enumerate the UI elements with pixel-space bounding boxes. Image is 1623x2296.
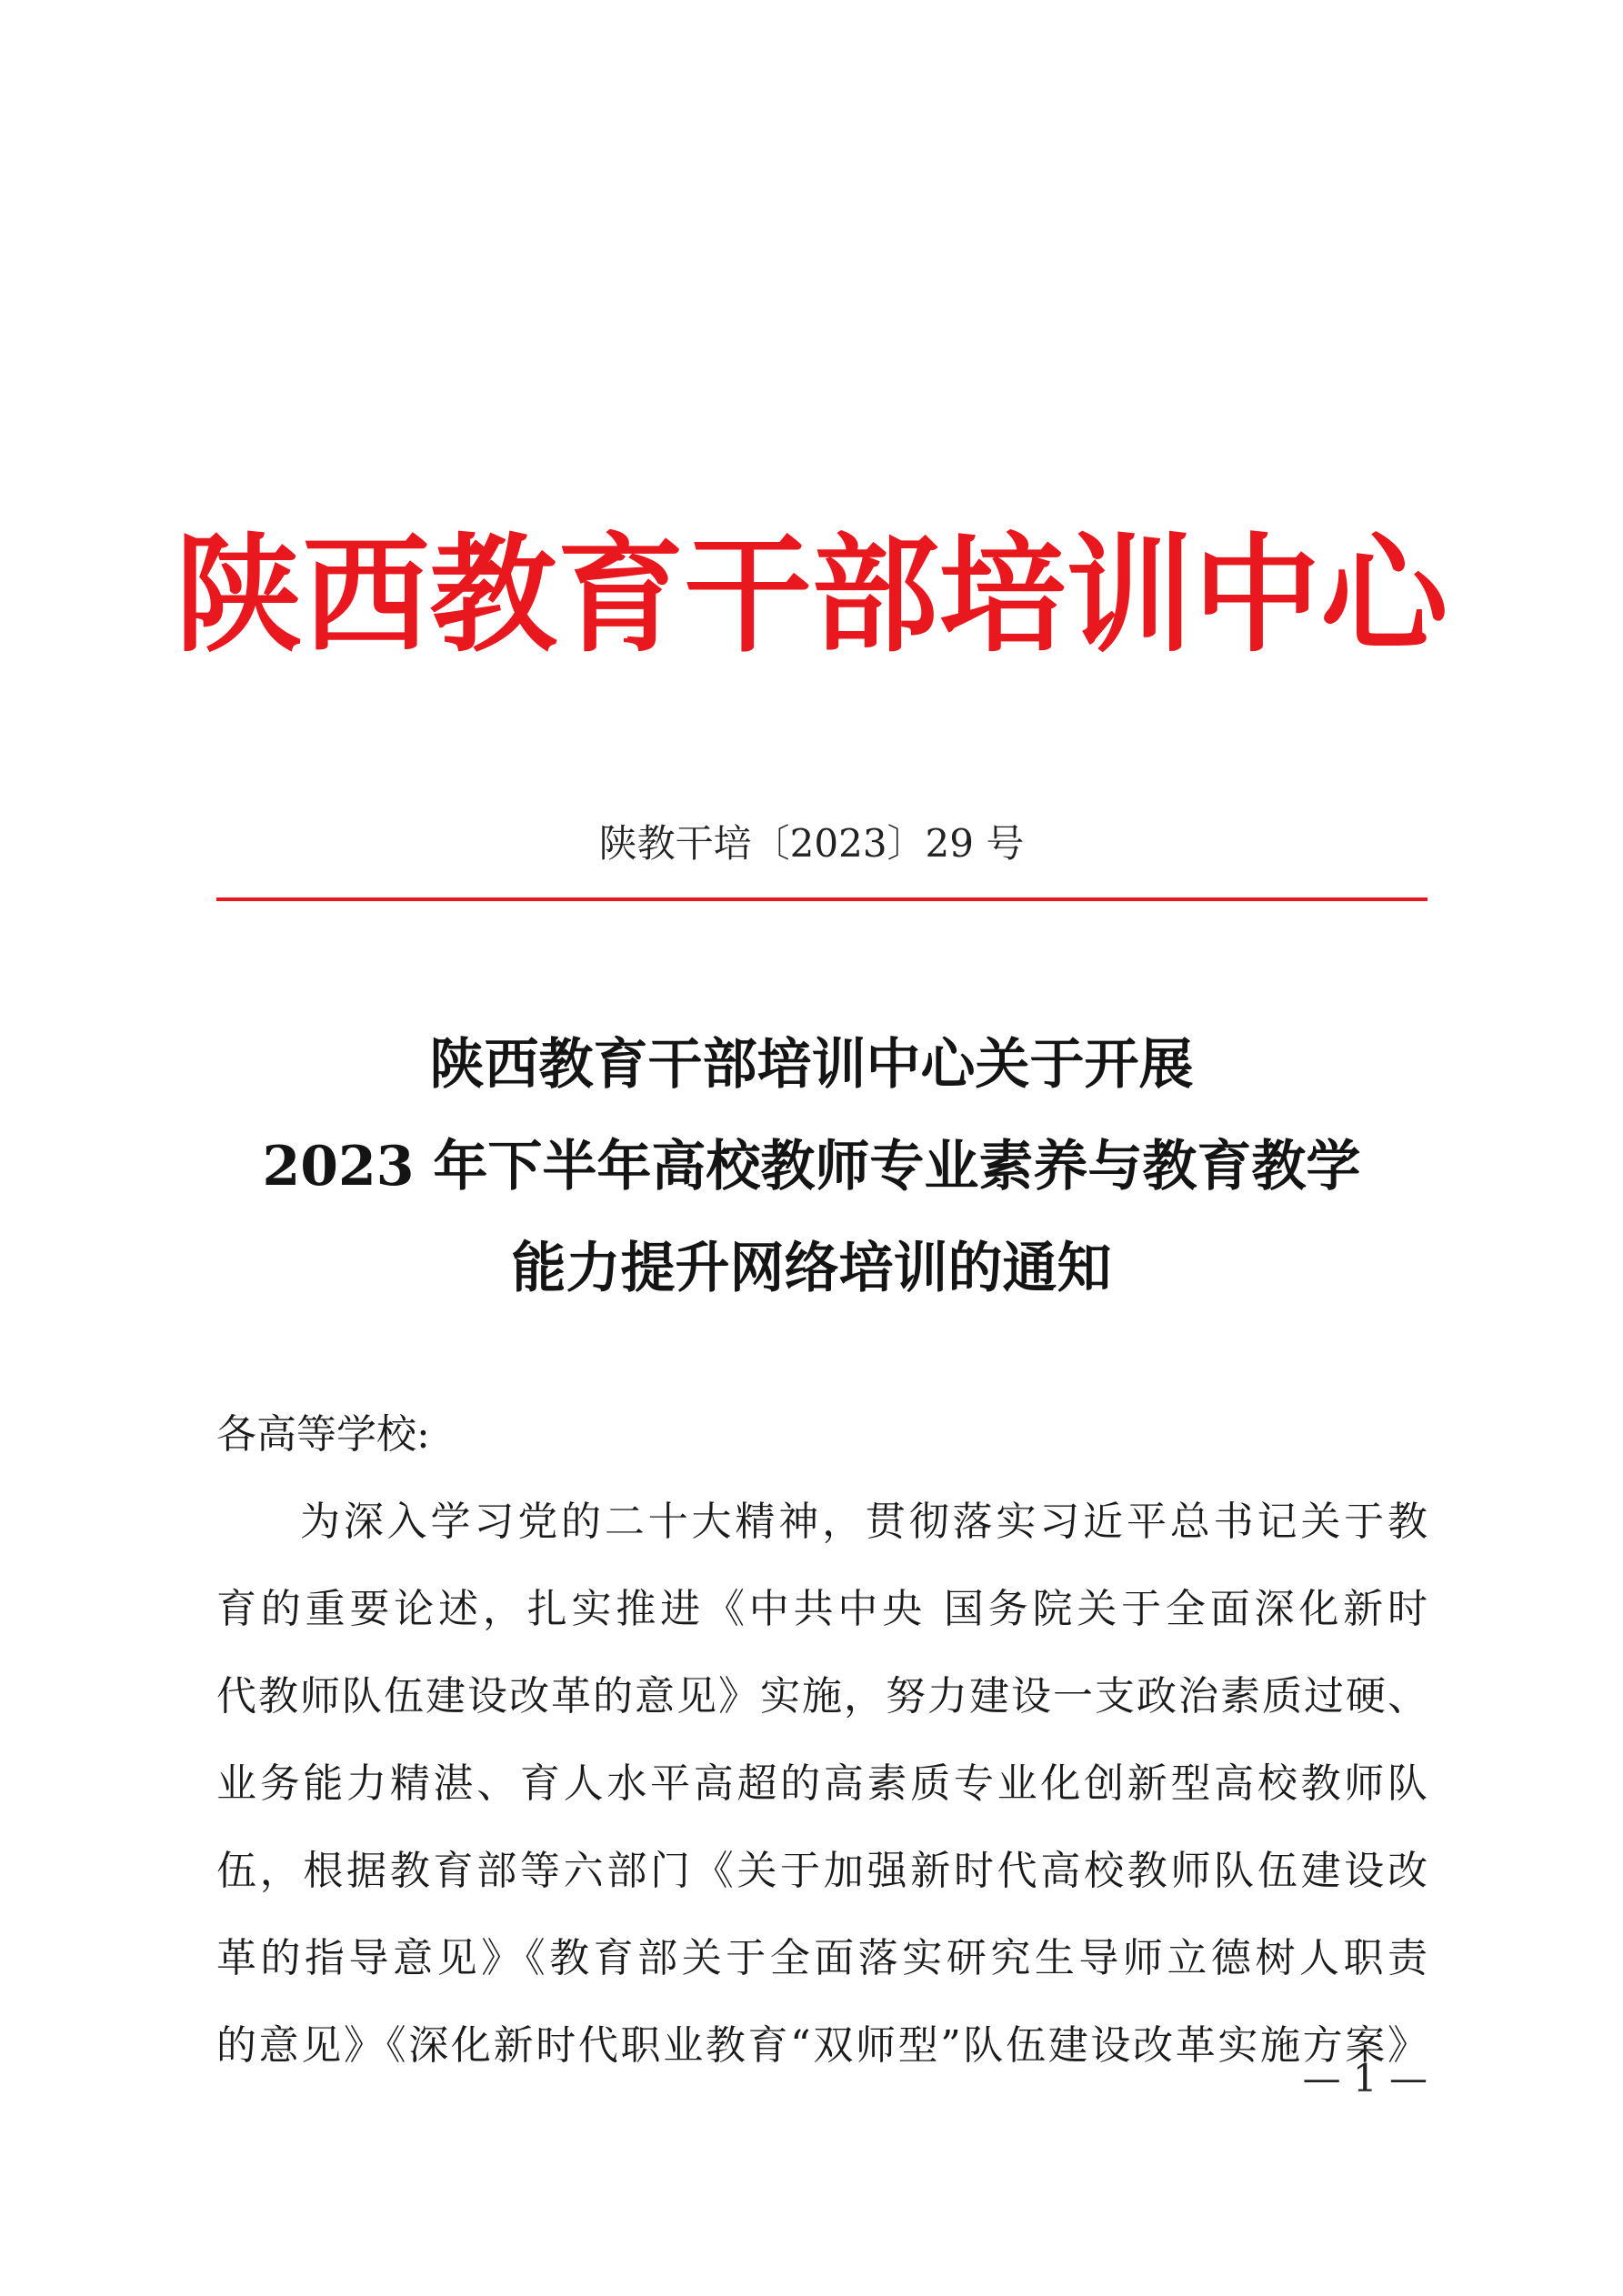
salutation: 各高等学校:	[216, 1411, 430, 1458]
document-body	[216, 1391, 1428, 2090]
page-number: — 1 —	[1302, 2056, 1428, 2100]
body-line: 代教师队伍建设改革的意见》实施，努力建设一支政治素质过硬、	[216, 1673, 1428, 1719]
title-line: 2023 年下半年高校教师专业素养与教育教学	[262, 1135, 1361, 1198]
masthead-org-name: 陕西教育干部培训中心	[175, 521, 1448, 670]
body-line: 的意见》《深化新时代职业教育“双师型”队伍建设改革实施方案》	[216, 2022, 1428, 2069]
body-line: 育的重要论述，扎实推进《中共中央 国务院关于全面深化新时	[216, 1586, 1428, 1632]
body-line: 业务能力精湛、育人水平高超的高素质专业化创新型高校教师队	[216, 1760, 1428, 1807]
title-line: 陕西教育干部培训中心关于开展	[429, 1033, 1194, 1097]
document-number: 陕教干培〔2023〕29 号	[598, 821, 1025, 866]
document-title	[0, 1014, 1623, 1319]
title-line: 能力提升网络培训的通知	[511, 1237, 1112, 1300]
red-separator-rule	[216, 897, 1428, 901]
body-line: 伍，根据教育部等六部门《关于加强新时代高校教师队伍建设改	[216, 1848, 1428, 1894]
body-line: 革的指导意见》《教育部关于全面落实研究生导师立德树人职责	[216, 1935, 1428, 1981]
body-line: 为深入学习党的二十大精神，贯彻落实习近平总书记关于教	[300, 1499, 1428, 1545]
